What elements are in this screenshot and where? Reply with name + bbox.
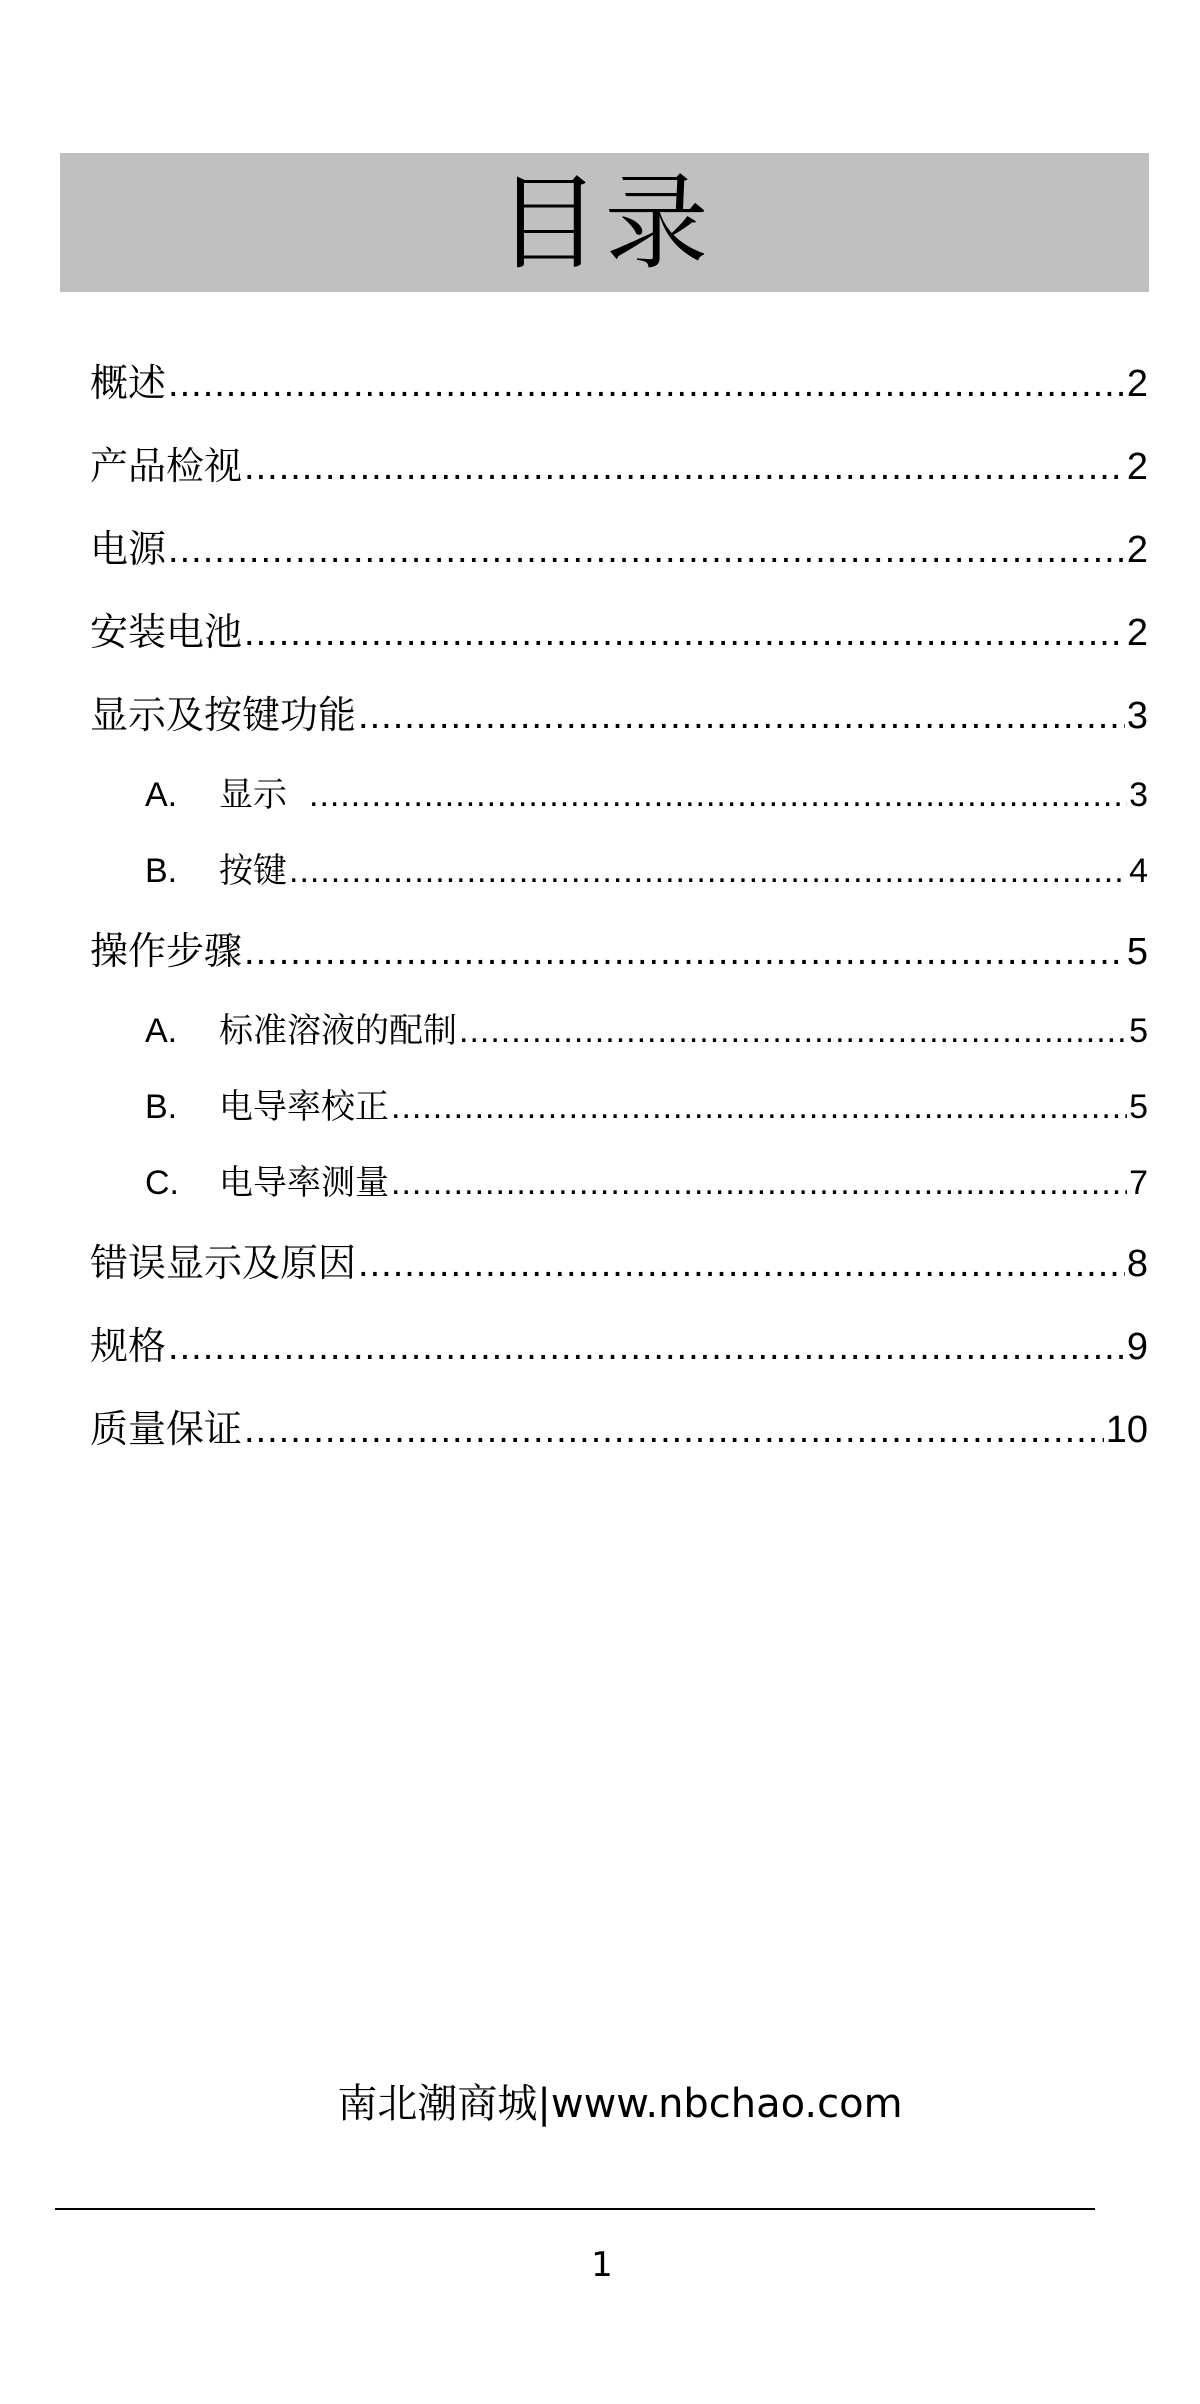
toc-subentry-letter: C. xyxy=(145,1164,179,1202)
toc-subentry-conductivity-calibration[interactable] xyxy=(145,1079,1148,1125)
toc-entry-page: 8 xyxy=(1126,1243,1148,1285)
toc-subentry-label: 电导率测量 xyxy=(219,1163,389,1203)
toc-entry-label: 产品检视 xyxy=(90,444,243,488)
toc-entry-specifications[interactable] xyxy=(90,1315,1148,1368)
toc-leader-dots xyxy=(168,363,1125,406)
toc-entry-label: 显示及按键功能 xyxy=(90,693,357,737)
toc-leader-dots xyxy=(244,446,1125,489)
toc-entry-warranty[interactable] xyxy=(90,1398,1148,1451)
toc-subentry-keys[interactable] xyxy=(145,843,1148,889)
footer-divider xyxy=(55,2208,1095,2210)
toc-subentry-page: 5 xyxy=(1129,1012,1148,1050)
toc-subentry-page: 3 xyxy=(1129,776,1148,814)
toc-leader-dots xyxy=(168,1326,1125,1369)
toc-entry-page: 3 xyxy=(1126,695,1148,737)
title-banner xyxy=(60,153,1149,292)
toc-leader-dots xyxy=(358,1243,1125,1286)
toc-leader-dots xyxy=(309,776,1127,815)
toc-subentry-letter: A. xyxy=(145,1012,178,1050)
toc-entry-page: 2 xyxy=(1126,446,1148,488)
toc-entry-label: 操作步骤 xyxy=(90,929,243,973)
footer-site-text: 南北潮商城|www.nbchao.com xyxy=(337,2081,903,2127)
toc-subentry-page: 5 xyxy=(1129,1088,1148,1126)
toc-subentry-conductivity-measurement[interactable] xyxy=(145,1155,1148,1201)
toc-subentry-display[interactable] xyxy=(145,767,1148,813)
toc-leader-dots xyxy=(289,852,1127,891)
toc-entry-page: 2 xyxy=(1126,612,1148,654)
toc-subentry-letter: B. xyxy=(145,852,178,890)
toc-entry-error-display[interactable] xyxy=(90,1232,1148,1285)
toc-subentry-standard-solution[interactable] xyxy=(145,1003,1148,1049)
toc-subentry-label: 显示 xyxy=(219,775,287,815)
toc-leader-dots xyxy=(358,695,1125,738)
toc-subentry-page: 4 xyxy=(1129,852,1148,890)
toc-subentry-label: 电导率校正 xyxy=(219,1087,389,1127)
toc-entry-product-inspection[interactable] xyxy=(90,435,1148,488)
page-number: 1 xyxy=(591,2245,613,2285)
toc-entry-label: 规格 xyxy=(90,1324,167,1368)
toc-entry-overview[interactable] xyxy=(90,352,1148,405)
toc-leader-dots xyxy=(391,1088,1127,1127)
toc-leader-dots xyxy=(459,1012,1127,1051)
toc-entry-label: 质量保证 xyxy=(90,1407,243,1451)
toc-entry-label: 概述 xyxy=(90,361,167,405)
toc-leader-dots xyxy=(244,612,1125,655)
toc-entry-label: 电源 xyxy=(90,527,167,571)
toc-entry-install-battery[interactable] xyxy=(90,601,1148,654)
toc-subentry-label: 按键 xyxy=(219,851,287,891)
toc-entry-page: 5 xyxy=(1126,931,1148,973)
toc-entry-page: 2 xyxy=(1126,363,1148,405)
page-title: 目录 xyxy=(496,161,713,284)
toc-entry-display-keys[interactable] xyxy=(90,684,1148,737)
toc-leader-dots xyxy=(391,1164,1127,1203)
toc-entry-operation-steps[interactable] xyxy=(90,920,1148,973)
toc-entry-page: 9 xyxy=(1126,1326,1148,1368)
toc-entry-label: 安装电池 xyxy=(90,610,243,654)
toc-subentry-letter: B. xyxy=(145,1088,178,1126)
toc-leader-dots xyxy=(168,529,1125,572)
toc-entry-label: 错误显示及原因 xyxy=(90,1241,357,1285)
toc-leader-dots xyxy=(244,931,1125,974)
toc-subentry-page: 7 xyxy=(1129,1164,1148,1202)
toc-leader-dots xyxy=(244,1409,1104,1452)
toc-subentry-label: 标准溶液的配制 xyxy=(219,1011,457,1051)
toc-entry-page: 2 xyxy=(1126,529,1148,571)
toc-subentry-letter: A. xyxy=(145,776,178,814)
toc-entry-power[interactable] xyxy=(90,518,1148,571)
toc-entry-page: 10 xyxy=(1105,1409,1148,1451)
